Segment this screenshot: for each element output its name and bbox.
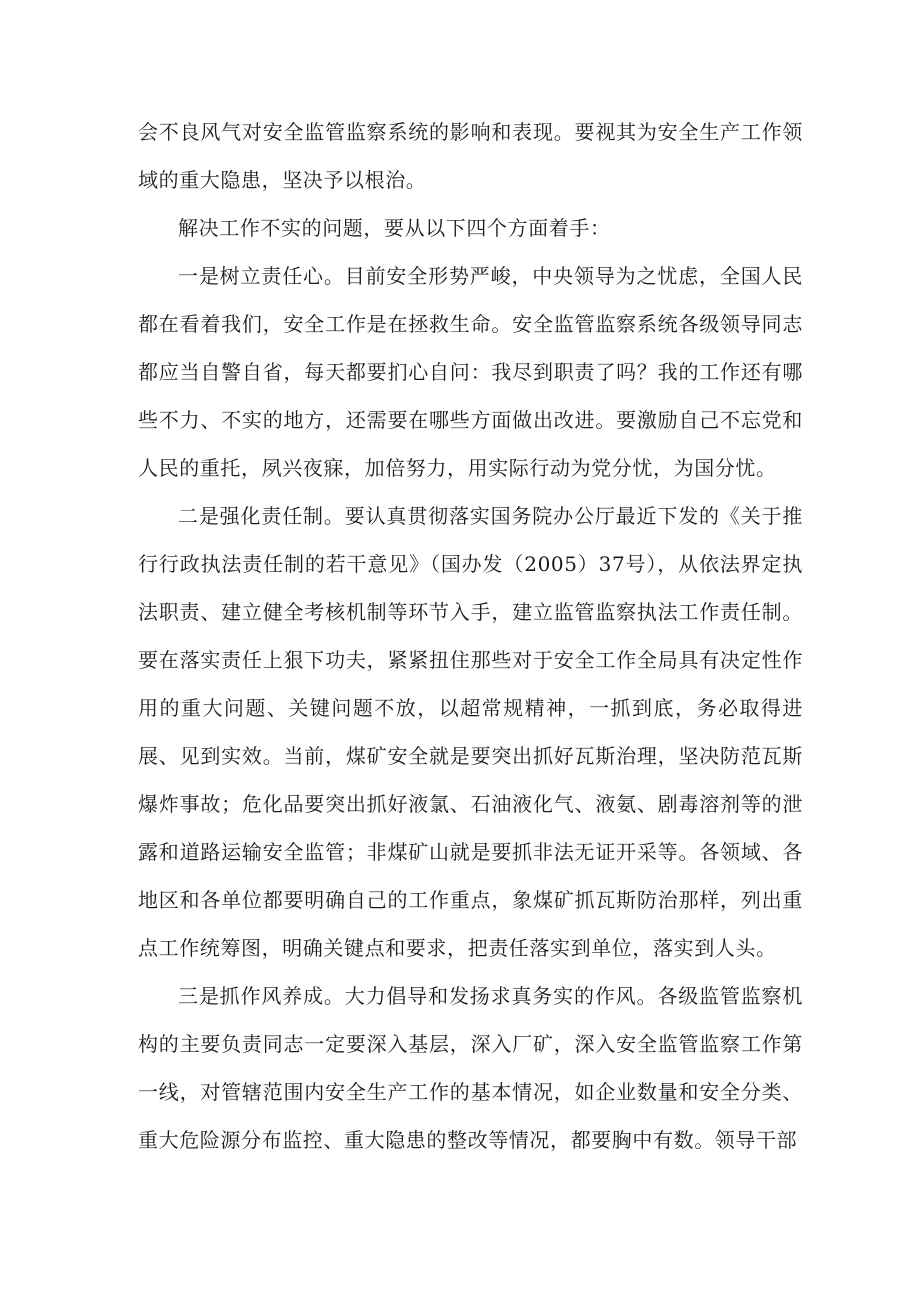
paragraph-1: 会不良风气对安全监管监察系统的影响和表现。要视其为安全生产工作领域的重大隐患，坚决予以根治。 <box>138 120 803 192</box>
paragraph-2: 解决工作不实的问题，要从以下四个方面着手： <box>178 216 611 240</box>
document-body <box>138 108 803 1164</box>
paragraph-3: 一是树立责任心。目前安全形势严峻，中央领导为之忧虑，全国人民都在看着我们，安全工作是在拯救生命。安全监管监察系统各级领导同志都应当自警自省，每天都要扪心自问：我尽到职责了吗？我的工作还有哪些不力、不实的地方，还需要在哪些方面做出改进。要激励自己不忘党和人民的重托，夙兴夜寐，加倍努力，用实际行动为党分忧，为国分忧。 <box>138 264 803 480</box>
paragraph-4: 二是强化责任制。要认真贯彻落实国务院办公厅最近下发的《关于推行行政执法责任制的若干意见》（国办发（2005）37号），从依法界定执法职责、建立健全考核机制等环节入手，建立监管监察执法工作责任制。要在落实责任上狠下功夫，紧紧扭住那些对于安全工作全局具有决定性作用的重大问题、关键问题不放，以超常规精神，一抓到底，务必取得进展、见到实效。当前，煤矿安全就是要突出抓好瓦斯治理，坚决防范瓦斯爆炸事故；危化品要突出抓好液氯、石油液化气、液氨、剧毒溶剂等的泄露和道路运输安全监管；非煤矿山就是要抓非法无证开采等。各领域、各地区和各单位都要明确自己的工作重点，象煤矿抓瓦斯防治那样，列出重点工作统筹图，明确关键点和要求，把责任落实到单位，落实到人头。 <box>138 504 803 960</box>
paragraph-5: 三是抓作风养成。大力倡导和发扬求真务实的作风。各级监管监察机构的主要负责同志一定要深入基层，深入厂矿，深入安全监管监察工作第一线，对管辖范围内安全生产工作的基本情况，如企业数量和安全分类、重大危险源分布监控、重大隐患的整改等情况，都要胸中有数。领导干部 <box>138 984 803 1152</box>
